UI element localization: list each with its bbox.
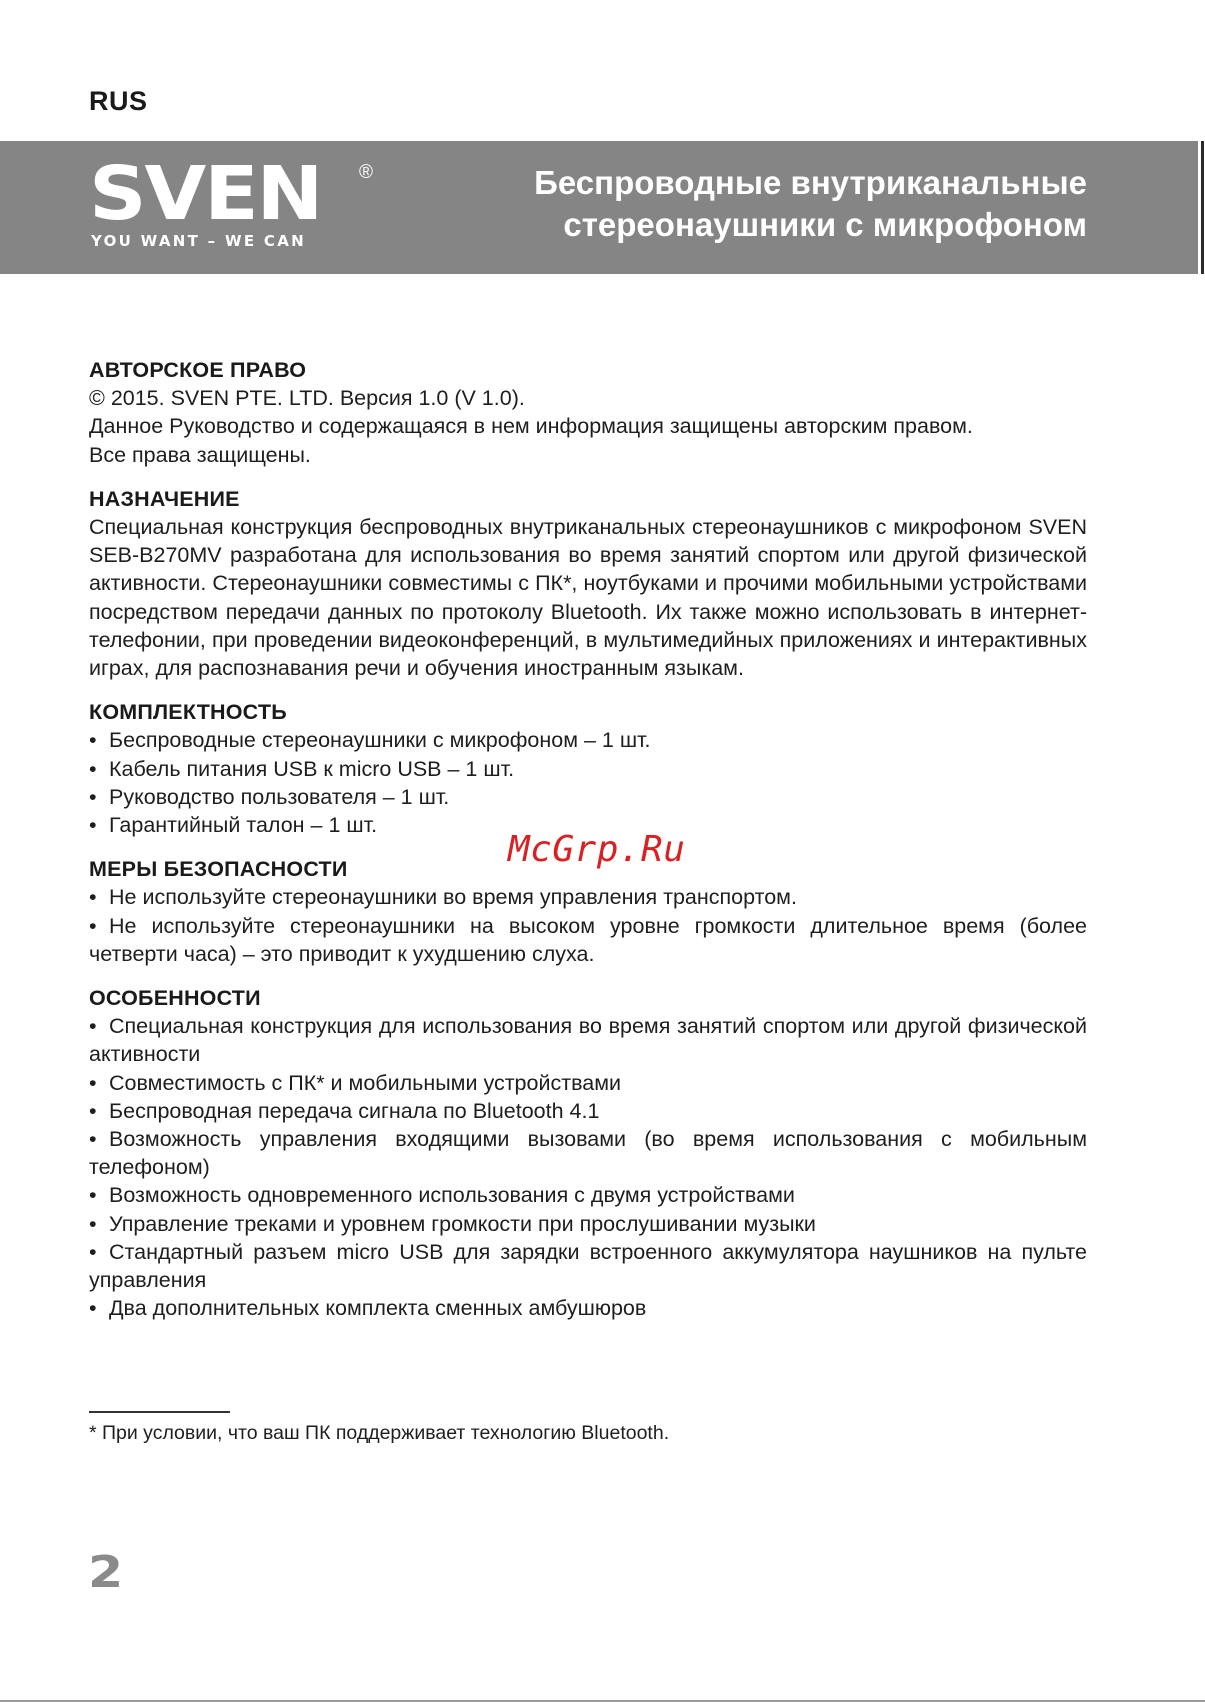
page-title xyxy=(534,162,1087,246)
bullet-icon: • xyxy=(89,1239,97,1264)
page-number: 2 xyxy=(88,1547,124,1598)
list-item-text: Два дополнительных комплекта сменных амбушюров xyxy=(109,1296,647,1321)
bullet-icon: • xyxy=(89,1014,97,1039)
copyright-heading: АВТОРСКОЕ ПРАВО xyxy=(89,358,307,382)
list-item xyxy=(89,1012,1087,1068)
registered-mark: ® xyxy=(359,162,373,183)
list-item xyxy=(89,783,1087,811)
bullet-icon: • xyxy=(89,728,97,753)
list-item xyxy=(89,883,1087,911)
title-line-1: Беспроводные внутриканальные xyxy=(534,164,1087,201)
list-item-text: Беспроводная передача сигнала по Bluetooth 4.1 xyxy=(109,1098,600,1123)
bullet-icon: • xyxy=(89,913,97,938)
list-item xyxy=(89,755,1087,783)
list-item-text: Не используйте стереонаушники во время управления транспортом. xyxy=(109,885,797,910)
list-item xyxy=(89,1181,1087,1209)
bullet-icon: • xyxy=(89,1183,97,1208)
list-item-text: Возможность одновременного использования с двумя устройствами xyxy=(109,1183,795,1208)
list-item xyxy=(89,1125,1087,1181)
footnote-divider xyxy=(89,1411,230,1413)
bullet-icon: • xyxy=(89,885,97,910)
list-item xyxy=(89,726,1087,754)
list-item-text: Специальная конструкция для использования во время занятий спортом или другой физической активности xyxy=(89,1014,1087,1067)
copyright-line-1: © 2015. SVEN PTE. LTD. Версия 1.0 (V 1.0). xyxy=(89,386,525,411)
list-item-text: Управление треками и уровнем громкости при прослушивании музыки xyxy=(109,1211,816,1236)
list-item-text: Совместимость с ПК* и мобильными устройствами xyxy=(109,1070,622,1095)
safety-list xyxy=(89,883,1087,968)
title-line-2: стереонаушники с микрофоном xyxy=(563,206,1087,243)
purpose-heading: НАЗНАЧЕНИЕ xyxy=(89,486,240,511)
logo-tagline: YOU WANT – WE CAN xyxy=(91,232,306,250)
purpose-section xyxy=(89,485,1087,682)
list-item xyxy=(89,912,1087,968)
language-label: RUS xyxy=(89,86,148,116)
features-heading: ОСОБЕННОСТИ xyxy=(89,986,261,1011)
safety-section xyxy=(89,855,1087,968)
package-section xyxy=(89,698,1087,839)
bullet-icon: • xyxy=(89,1211,97,1236)
page-edge-line xyxy=(1201,141,1204,274)
features-list xyxy=(89,1012,1087,1322)
bullet-icon: • xyxy=(89,1296,97,1321)
bullet-icon: • xyxy=(89,1127,97,1152)
footnote: * При условии, что ваш ПК поддерживает технологию Bluetooth. xyxy=(89,1422,670,1444)
features-section xyxy=(89,984,1087,1322)
package-heading: КОМПЛЕКТНОСТЬ xyxy=(89,700,287,725)
bullet-icon: • xyxy=(89,1098,97,1123)
list-item xyxy=(89,1238,1087,1294)
package-list xyxy=(89,726,1087,839)
list-item-text: Возможность управления входящими вызовами (во время использования с мобильным телефоном) xyxy=(89,1127,1087,1180)
sven-logo xyxy=(89,151,379,260)
list-item-text: Кабель питания USB к micro USB – 1 шт. xyxy=(109,756,515,781)
bullet-icon: • xyxy=(89,813,97,838)
list-item xyxy=(89,1097,1087,1125)
bullet-icon: • xyxy=(89,1070,97,1095)
bullet-icon: • xyxy=(89,784,97,809)
safety-heading: МЕРЫ БЕЗОПАСНОСТИ xyxy=(89,857,348,882)
watermark-text: McGrp.Ru xyxy=(508,829,686,870)
copyright-line-3: Все права защищены. xyxy=(89,442,311,467)
list-item-text: Руководство пользователя – 1 шт. xyxy=(109,784,450,809)
list-item xyxy=(89,1294,1087,1322)
purpose-text: Специальная конструкция беспроводных внутриканальных стереонаушников с микрофоном SVEN SEB-B270MV разработана для использования во время занятий спортом или другой физической активности. Стереонаушники совместимы с ПК*, ноутбуками и прочими мобильными устройствами посредством передачи данных по протоколу Bluetooth. Их также можно использовать в интернет-телефонии, при проведении видеоконференций, в мультимедийных приложениях и интерактивных играх, для распознавания речи и обучения иностранным языкам. xyxy=(89,515,1087,681)
list-item xyxy=(89,1069,1087,1097)
list-item-text: Стандартный разъем micro USB для зарядки встроенного аккумулятора наушников на пульте управления xyxy=(89,1239,1087,1293)
list-item-text: Беспроводные стереонаушники с микрофоном – 1 шт. xyxy=(109,728,651,753)
copyright-section xyxy=(89,356,1087,469)
copyright-line-2: Данное Руководство и содержащаяся в нем информация защищены авторским правом. xyxy=(89,414,973,439)
list-item xyxy=(89,1210,1087,1238)
list-item-text: Гарантийный талон – 1 шт. xyxy=(109,813,378,838)
logo-wordmark: SVEN xyxy=(89,151,322,237)
list-item-text: Не используйте стереонаушники на высоком уровне громкости длительное время (более четверти часа) – это приводит к ухудшению слуха. xyxy=(89,913,1087,966)
bullet-icon: • xyxy=(89,756,97,781)
